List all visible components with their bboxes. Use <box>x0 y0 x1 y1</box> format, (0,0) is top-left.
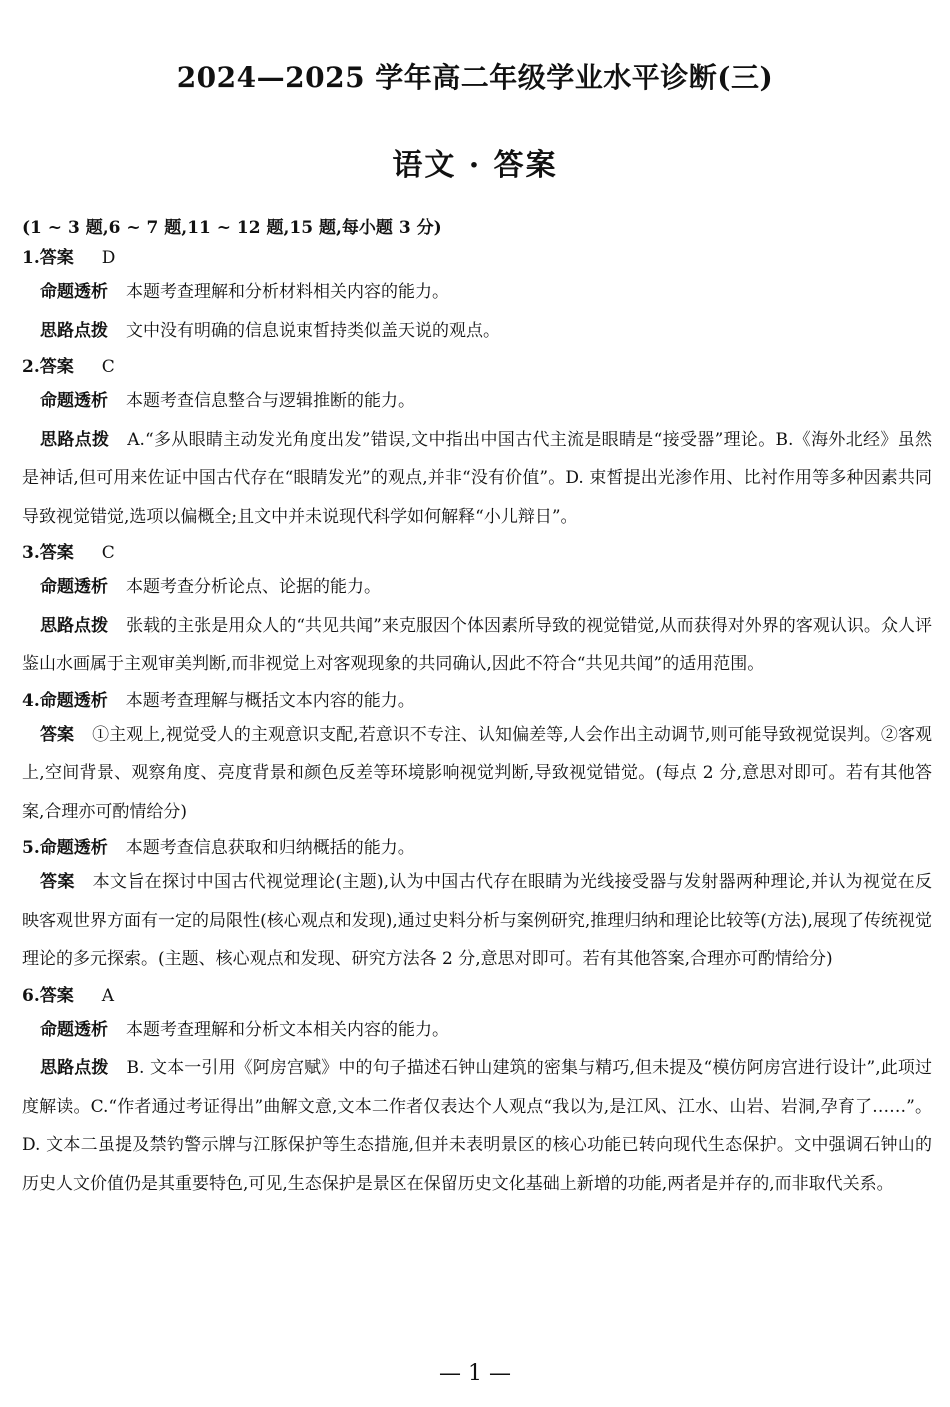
hint-text: 文中没有明确的信息说束皙持类似盖天说的观点。 <box>126 320 500 341</box>
answer-label: 答案 <box>39 357 74 377</box>
page-title: 2024—2025 学年高二年级学业水平诊断(三) <box>176 61 774 94</box>
question-4-answer <box>22 716 932 832</box>
answer-text: 本文旨在探讨中国古代视觉理论(主题),认为中国古代存在眼睛为光线接受器与发射器两种理论,并认为视觉在反映客观世界方面有一定的局限性(核心观点和发现),通过史料分析与案例研究,推理归纳和理论比较等(方法),展现了传统视觉理论的多元探索。(主题、核心观点和发现、研究方法各 2 分,意思对即可。若有其他答案,合理亦可酌情给分) <box>22 872 933 969</box>
analysis-label: 命题透析 <box>40 577 108 597</box>
question-number: 2. <box>22 357 40 377</box>
hint-text: 张载的主张是用众人的“共见共闻”来克服因个体因素所导致的视觉错觉,从而获得对外界的客观认识。众人评鉴山水画属于主观审美判断,而非视觉上对客观现象的共同确认,因此不符合“共见共闻”的适用范围。 <box>22 615 932 674</box>
scoring-note: (1 ~ 3 题,6 ~ 7 题,11 ~ 12 题,15 题,每小题 3 分) <box>22 218 442 238</box>
answer-label: 答案 <box>40 724 75 745</box>
page-number: — 1 — <box>439 1361 511 1386</box>
question-4-header <box>22 686 932 716</box>
question-1-header <box>22 243 932 273</box>
analysis-label: 命题透析 <box>40 391 108 411</box>
question-2-analysis <box>40 382 932 421</box>
answer-content <box>22 241 932 1203</box>
question-6-header <box>22 981 932 1011</box>
question-5-answer <box>22 863 932 979</box>
answer-label: 答案 <box>39 248 74 268</box>
question-1-analysis <box>40 273 932 312</box>
question-number: 6. <box>22 985 40 1006</box>
answer-value: C <box>101 357 115 377</box>
analysis-text: 本题考查理解和分析材料相关内容的能力。 <box>126 282 449 302</box>
question-3-header <box>22 538 932 568</box>
analysis-label: 命题透析 <box>39 838 108 858</box>
answer-label: 答案 <box>40 872 75 892</box>
question-6-analysis <box>40 1011 932 1050</box>
analysis-text: 本题考查信息获取和归纳概括的能力。 <box>125 838 415 858</box>
answer-value: C <box>101 543 115 563</box>
hint-text: B. 文本一引用《阿房宫赋》中的句子描述石钟山建筑的密集与精巧,但未提及“模仿阿房宫进行设计”,此项过度解读。C.“作者通过考证得出”曲解文意,文本二作者仅表达个人观点“我以为,是江风、江水、山岩、岩洞,孕育了……”。D. 文本二虽提及禁钓警示牌与江豚保护等生态措施,但并未表明景区的核心功能已转向现代生态保护。文中强调石钟山的历史人文价值仍是其重要特色,可见,生态保护是景区在保留历史文化基础上新增的功能,两者是并存的,而非取代关系。 <box>22 1058 932 1194</box>
question-number: 1. <box>22 248 40 268</box>
hint-label: 思路点拨 <box>40 615 109 636</box>
question-number: 4. <box>22 690 40 711</box>
answer-value: A <box>101 985 115 1006</box>
question-1-hint <box>40 312 932 351</box>
answer-text: ①主观上,视觉受人的主观意识支配,若意识不专注、认知偏差等,人会作出主动调节,则可能导致视觉误判。②客观上,空间背景、观察角度、亮度背景和颜色反差等环境影响视觉判断,导致视觉错觉。(每点 2 分,意思对即可。若有其他答案,合理亦可酌情给分) <box>22 724 932 822</box>
page-subtitle: 语文 · 答案 <box>392 148 558 183</box>
answer-label: 答案 <box>39 985 74 1006</box>
question-3-hint <box>22 607 932 684</box>
analysis-label: 命题透析 <box>40 282 108 302</box>
hint-label: 思路点拨 <box>40 429 110 450</box>
question-2-hint <box>22 421 932 537</box>
answer-value: D <box>101 248 116 268</box>
question-2-header <box>22 352 932 382</box>
hint-text: A.“多从眼睛主动发光角度出发”错误,文中指出中国古代主流是眼睛是“接受器”理论。B.《海外北经》虽然是神话,但可用来佐证中国古代存在“眼睛发光”的观点,并非“没有价值”。D. 束皙提出光渗作用、比衬作用等多种因素共同导致视觉错觉,选项以偏概全;且文中并未说现代科学如何解释“小儿辩日”。 <box>22 429 932 527</box>
question-3-analysis <box>40 568 932 607</box>
analysis-text: 本题考查理解和分析文本相关内容的能力。 <box>126 1019 449 1040</box>
hint-label: 思路点拨 <box>40 1058 109 1078</box>
analysis-text: 本题考查理解与概括文本内容的能力。 <box>125 690 415 711</box>
question-number: 3. <box>22 543 40 563</box>
question-6-hint <box>22 1049 932 1203</box>
question-5-header <box>22 833 932 863</box>
analysis-label: 命题透析 <box>39 690 108 711</box>
answer-label: 答案 <box>39 543 74 563</box>
question-number: 5. <box>22 838 40 858</box>
analysis-label: 命题透析 <box>40 1019 108 1040</box>
analysis-text: 本题考查信息整合与逻辑推断的能力。 <box>126 391 415 411</box>
analysis-text: 本题考查分析论点、论据的能力。 <box>126 577 381 597</box>
hint-label: 思路点拨 <box>40 320 108 341</box>
